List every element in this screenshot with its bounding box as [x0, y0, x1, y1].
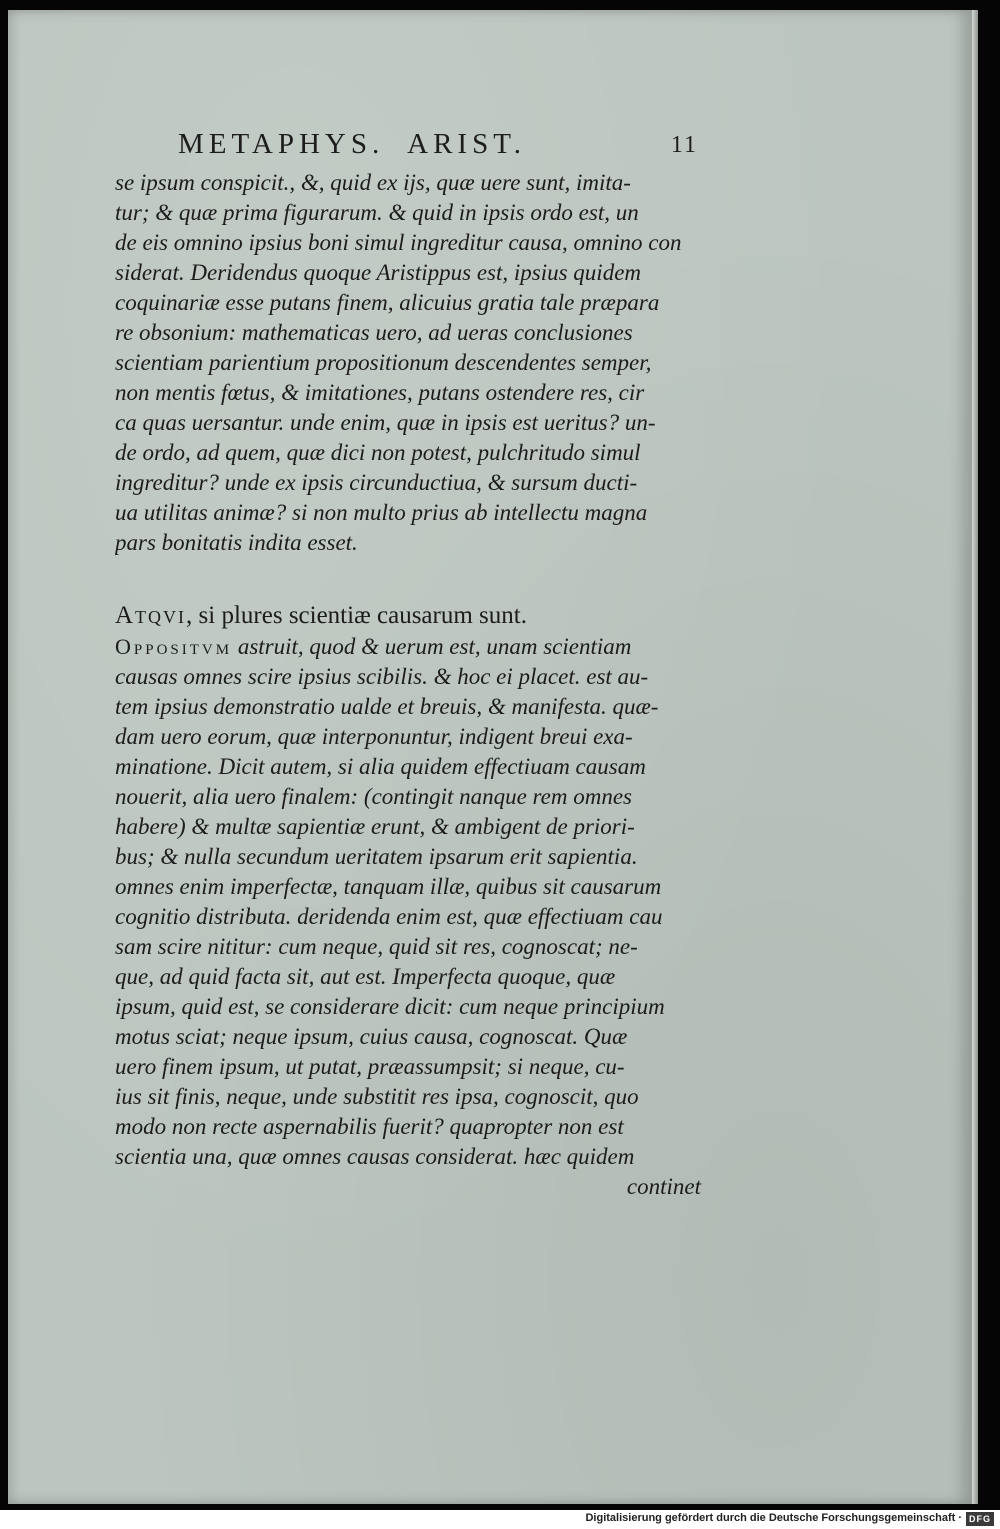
dfg-logo: DFG: [966, 1512, 994, 1526]
digitization-credit: Digitalisierung gefördert durch die Deutsche Forschungsgemeinschaft ·: [585, 1512, 962, 1524]
heading-text: , si plures scientiæ causarum sunt.: [186, 602, 527, 629]
text-line: ca quas uersantur. unde enim, quæ in ipsis est ueritus? un-: [115, 410, 656, 435]
text-line: ua utilitas animæ? si non multo prius ab intellectu magna: [115, 500, 648, 525]
text-line: tem ipsius demonstratio ualde et breuis, & manifesta. quæ-: [115, 694, 659, 719]
text-line: ipsum, quid est, se considerare dicit: cum neque principium: [115, 994, 665, 1019]
text-line: scientia una, quæ omnes causas considerat. hæc quidem: [115, 1144, 635, 1169]
text-line: bus; & nulla secundum ueritatem ipsarum erit sapientia.: [115, 844, 638, 869]
paragraph-2-first-line: [115, 632, 707, 662]
heading-smallcaps: Atqvi: [115, 602, 187, 629]
catchword: continet: [626, 1174, 701, 1199]
text-line: nouerit, alia uero finalem: (contingit nanque rem omnes: [115, 784, 632, 809]
text-line: se ipsum conspicit., &, quid ex ijs, quæ uere sunt, imita-: [115, 170, 631, 195]
text-line: que, ad quid facta sit, aut est. Imperfecta quoque, quæ: [115, 964, 616, 989]
text-line: pars bonitatis indita esset.: [115, 530, 358, 555]
text-line: dam uero eorum, quæ interponuntur, indigent breui exa-: [115, 724, 633, 749]
paragraph-2-first-line-text: astruit, quod & uerum est, unam scientiam: [232, 634, 632, 659]
paragraph-2-initial-word: Oppositvm: [115, 634, 233, 659]
text-line: causas omnes scire ipsius scibilis. & hoc ei placet. est au-: [115, 664, 649, 689]
text-line: habere) & multæ sapientiæ erunt, & ambigent de priori-: [115, 814, 635, 839]
text-line: modo non recte aspernabilis fuerit? quapropter non est: [115, 1114, 624, 1139]
text-line: cognitio distributa. deridenda enim est, quæ effectiuam cau: [115, 904, 663, 929]
footer-bar: [0, 1510, 1000, 1529]
text-line: de eis omnino ipsius boni simul ingreditur causa, omnino con: [115, 230, 682, 255]
text-line: ingreditur? unde ex ipsis circunductiua, & sursum ducti-: [115, 470, 638, 495]
text-line: coquinariæ esse putans finem, alicuius gratia tale præpara: [115, 290, 660, 315]
text-line: de ordo, ad quem, quæ dici non potest, pulchritudo simul: [115, 440, 641, 465]
text-line: siderat. Deridendus quoque Aristippus est, ipsius quidem: [115, 260, 642, 285]
text-line: omnes enim imperfectæ, tanquam illæ, quibus sit causarum: [115, 874, 662, 899]
section-heading: [115, 600, 707, 632]
text-line: motus sciat; neque ipsum, cuius causa, cognoscat. Quæ: [115, 1024, 628, 1049]
text-line: sam scire nititur: cum neque, quid sit res, cognoscat; ne-: [115, 934, 638, 959]
text-line: minatione. Dicit autem, si alia quidem effectiuam causam: [115, 754, 646, 779]
text-block: [115, 168, 707, 1202]
text-line: re obsonium: mathematicas uero, ad ueras conclusiones: [115, 320, 633, 345]
page-edge: [972, 10, 978, 1504]
running-head: [178, 128, 708, 164]
paragraph-2: [115, 662, 707, 1172]
page-number: 11: [670, 132, 698, 158]
paragraph-1: [115, 168, 707, 558]
text-line: scientiam parientium propositionum descendentes semper,: [115, 350, 652, 375]
text-line: uero finem ipsum, ut putat, præassumpsit; si neque, cu-: [115, 1054, 625, 1079]
text-line: tur; & quæ prima figurarum. & quid in ipsis ordo est, un: [115, 200, 639, 225]
text-line: ius sit finis, neque, unde substitit res ipsa, cognoscit, quo: [115, 1084, 639, 1109]
text-line: non mentis fœtus, & imitationes, putans ostendere res, cir: [115, 380, 645, 405]
running-title: METAPHYS. ARIST.: [178, 128, 527, 160]
